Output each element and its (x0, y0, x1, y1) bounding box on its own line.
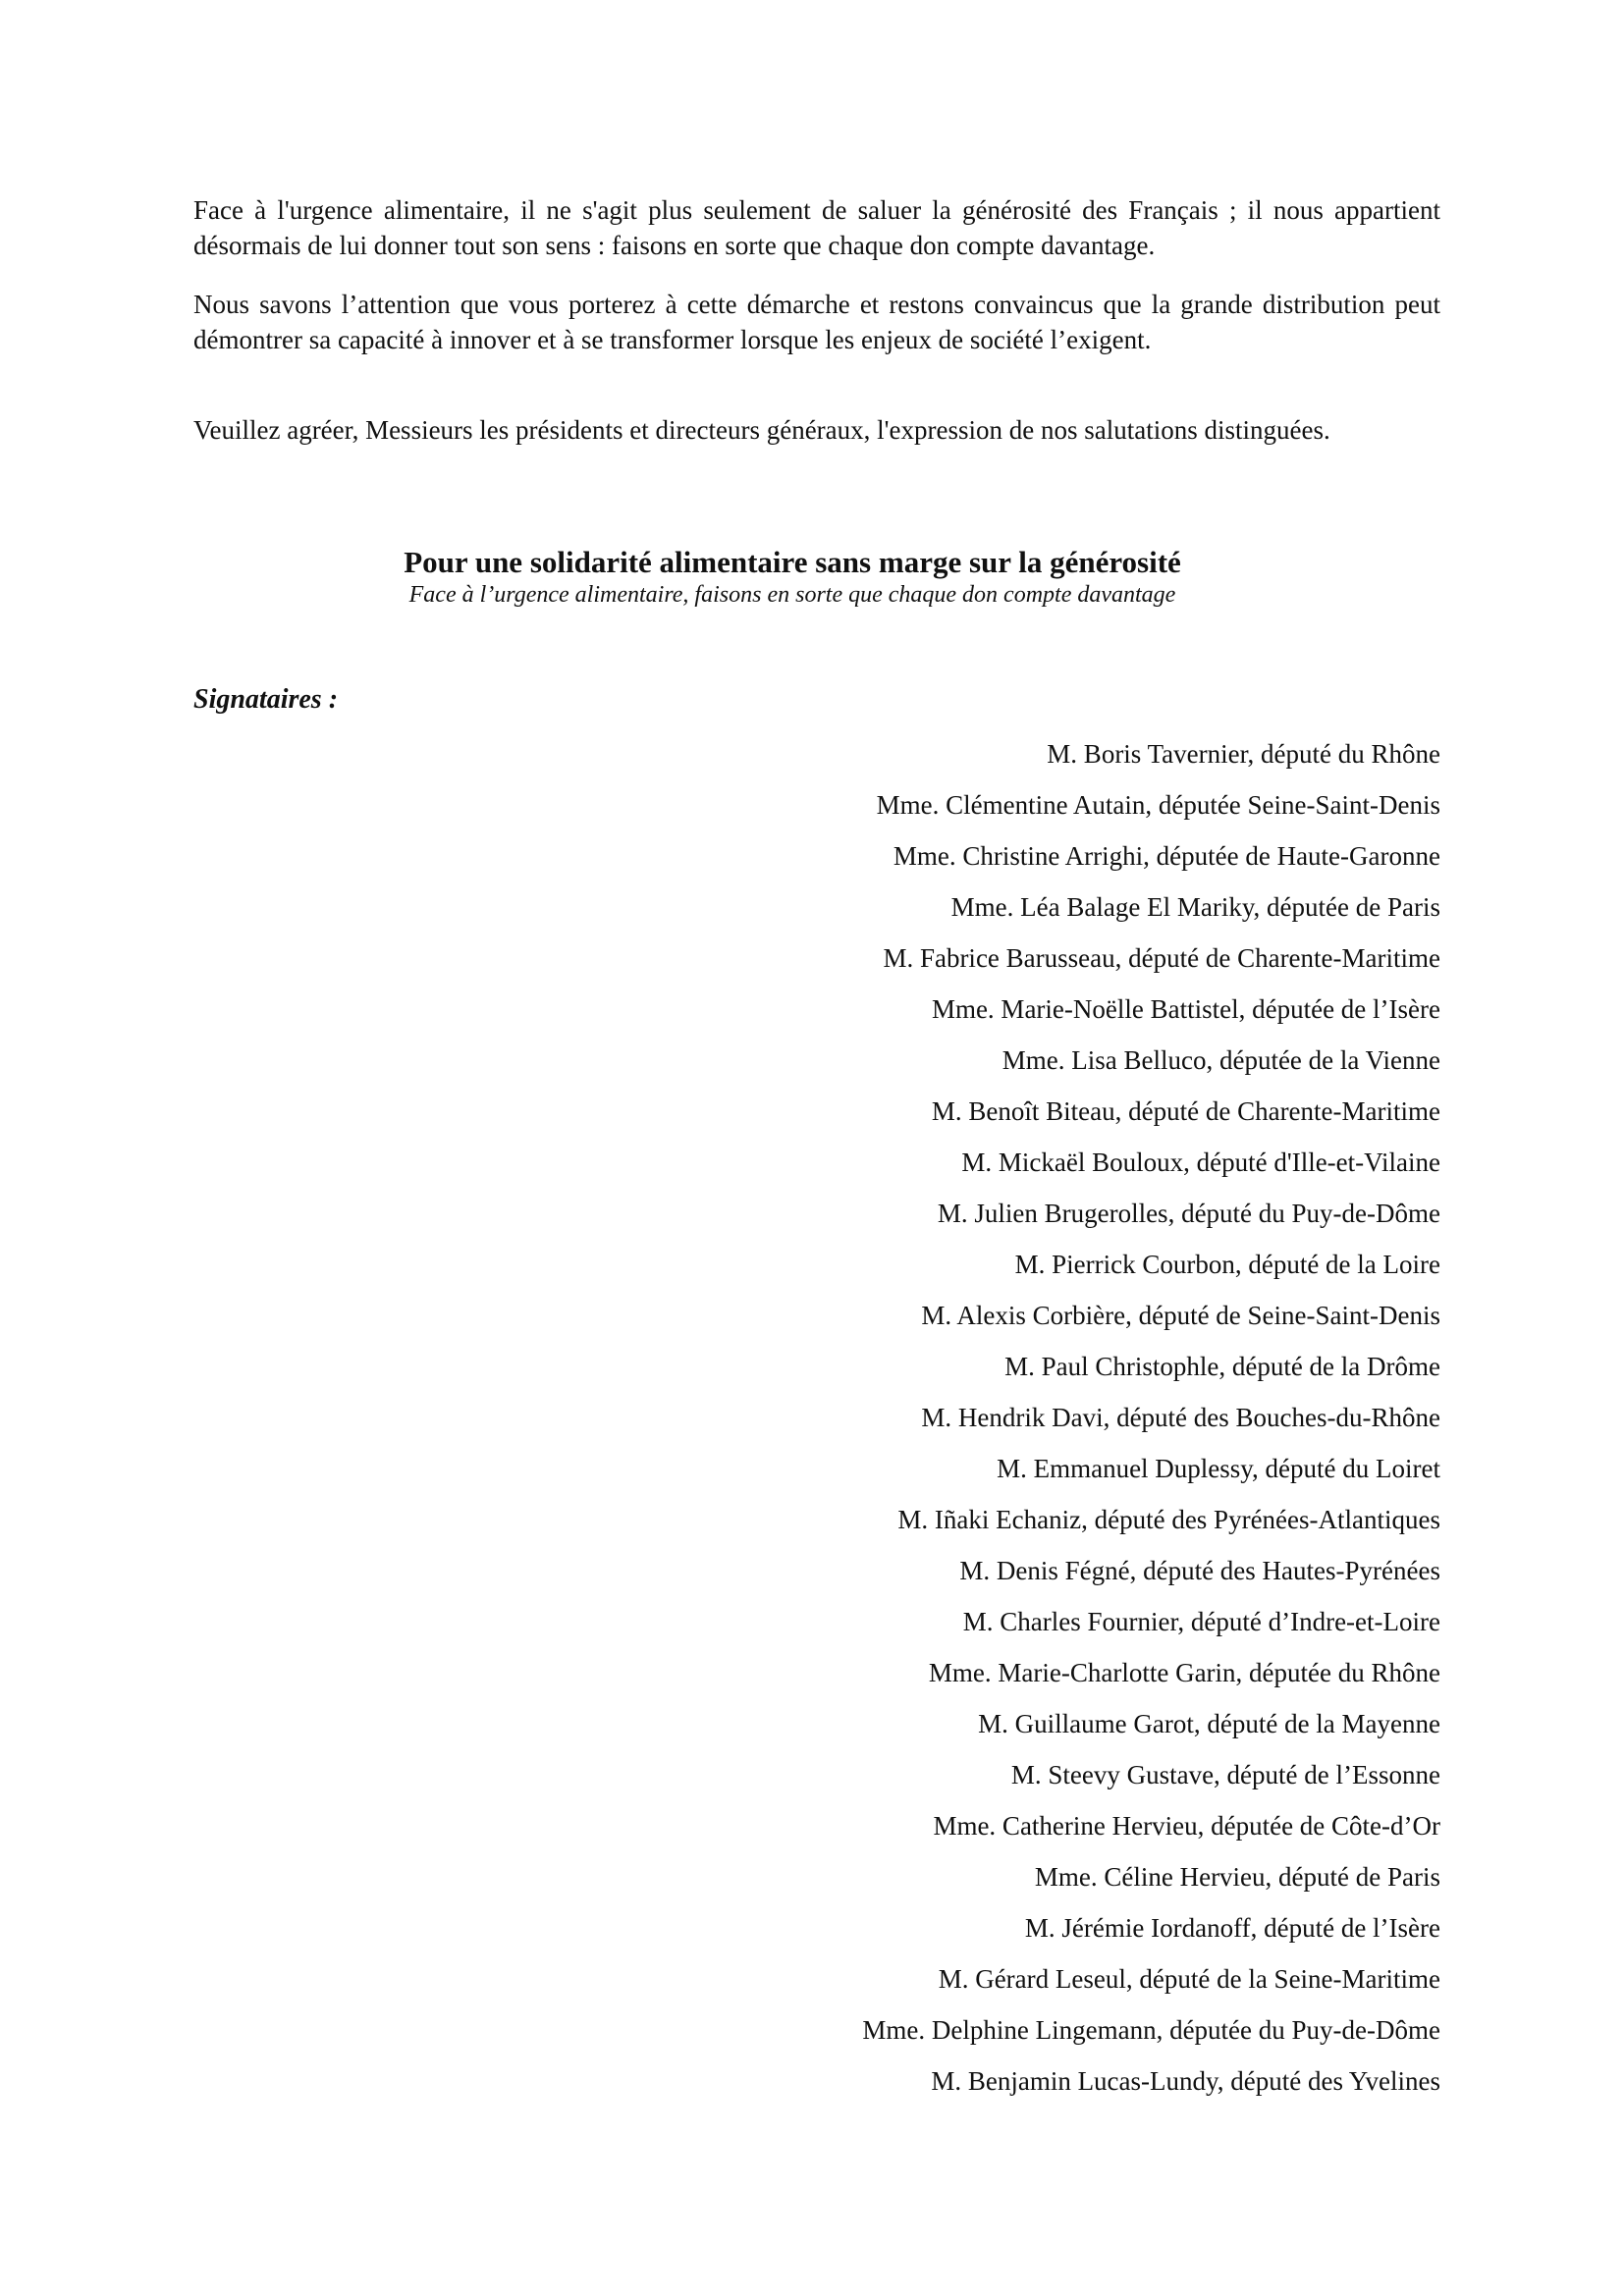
signatory-entry: M. Julien Brugerolles, député du Puy-de-Dôme (937, 1199, 1440, 1228)
signatory-entry: M. Pierrick Courbon, député de la Loire (1014, 1250, 1440, 1279)
signatory-entry: M. Guillaume Garot, député de la Mayenne (978, 1709, 1440, 1738)
signatory-entry: Mme. Léa Balage El Mariky, députée de Paris (950, 892, 1440, 922)
signatory-entry: M. Benoît Biteau, député de Charente-Maritime (931, 1096, 1440, 1126)
signatory-entry: M. Alexis Corbière, député de Seine-Saint-Denis (921, 1301, 1440, 1330)
signatory-entry: M. Iñaki Echaniz, député des Pyrénées-Atlantiques (897, 1505, 1440, 1534)
signatory-entry: M. Boris Tavernier, député du Rhône (1047, 739, 1440, 769)
signatory-list (687, 736, 1440, 2114)
signatory-entry: M. Charles Fournier, député d’Indre-et-Loire (962, 1607, 1440, 1636)
signatory-entry: M. Emmanuel Duplessy, député du Loiret (997, 1454, 1440, 1483)
signatory-entry: M. Steevy Gustave, député de l’Essonne (1010, 1760, 1440, 1789)
signatory-entry: Mme. Catherine Hervieu, députée de Côte-d’Or (933, 1811, 1440, 1841)
signatory-entry: M. Gérard Leseul, député de la Seine-Maritime (938, 1964, 1440, 1994)
signatory-entry: Mme. Christine Arrighi, députée de Haute-Garonne (893, 841, 1440, 871)
document-title: Pour une solidarité alimentaire sans marge sur la générosité (404, 545, 1181, 579)
signatories-heading: Signataires : (193, 684, 339, 715)
signatory-entry: M. Fabrice Barusseau, député de Charente-Maritime (883, 943, 1440, 973)
signatory-entry: M. Benjamin Lucas-Lundy, député des Yvelines (931, 2066, 1440, 2096)
body-paragraph: Face à l'urgence alimentaire, il ne s'agit plus seulement de saluer la générosité des Français ; il nous appartient désormais de lui donner tout son sens : faisons en sorte que chaque don compte davantage. (193, 195, 1440, 260)
signatory-entry: Mme. Marie-Noëlle Battistel, députée de l’Isère (931, 994, 1440, 1024)
signatory-entry: M. Mickaël Bouloux, député d'Ille-et-Vilaine (961, 1148, 1440, 1177)
signatory-entry: Mme. Delphine Lingemann, députée du Puy-de-Dôme (862, 2015, 1440, 2045)
signatory-entry: M. Jérémie Iordanoff, député de l’Isère (1024, 1913, 1440, 1943)
signatory-entry: M. Hendrik Davi, député des Bouches-du-Rhône (921, 1403, 1440, 1432)
signatory-entry: Mme. Clémentine Autain, députée Seine-Saint-Denis (876, 790, 1440, 820)
signatory-entry: Mme. Marie-Charlotte Garin, députée du Rhône (928, 1658, 1440, 1687)
body-paragraph: Nous savons l’attention que vous porterez à cette démarche et restons convaincus que la grande distribution peut démontrer sa capacité à innover et à se transformer lorsque les enjeux de société l’exigent. (193, 290, 1440, 354)
signatory-entry: M. Paul Christophle, député de la Drôme (1004, 1352, 1440, 1381)
signatory-entry: Mme. Céline Hervieu, député de Paris (1034, 1862, 1440, 1892)
signatory-entry: Mme. Lisa Belluco, députée de la Vienne (1001, 1045, 1440, 1075)
closing-paragraph: Veuillez agréer, Messieurs les présidents et directeurs généraux, l'expression de nos salutations distinguées. (193, 415, 1330, 445)
document-subtitle: Face à l’urgence alimentaire, faisons en sorte que chaque don compte davantage (408, 582, 1176, 608)
signatory-entry: M. Denis Fégné, député des Hautes-Pyrénées (959, 1556, 1440, 1585)
